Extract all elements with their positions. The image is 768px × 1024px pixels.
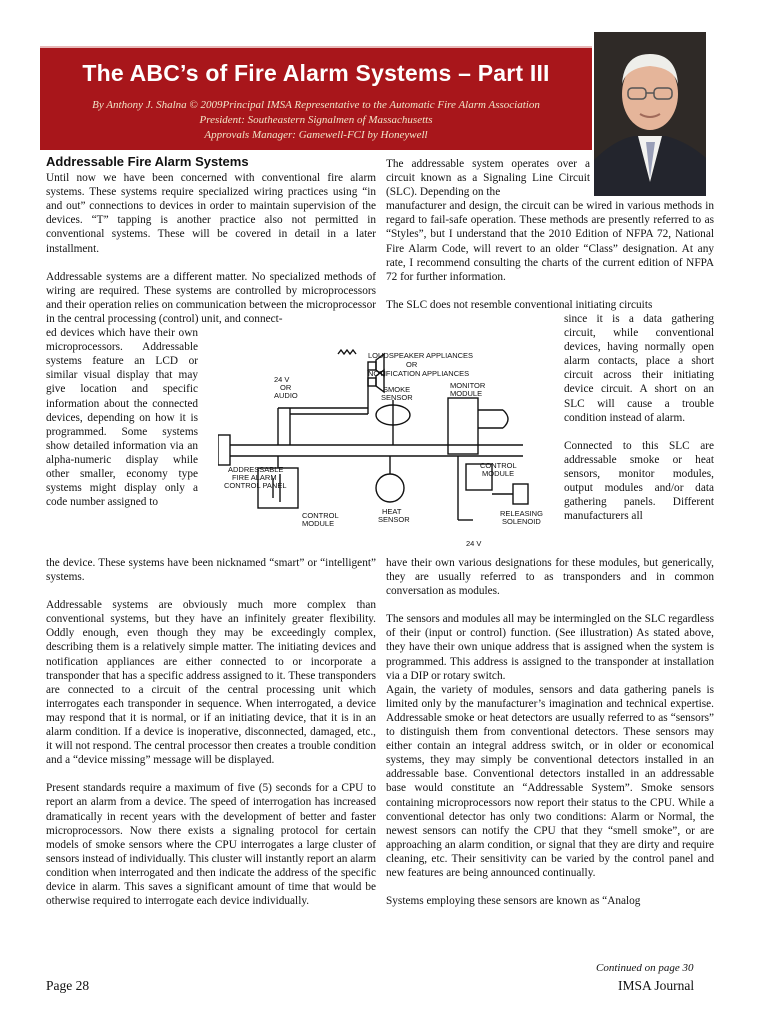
diagram-label-heat-sensor: SENSOR [378, 515, 410, 524]
diagram-label-monitor: MONITOR [450, 381, 486, 390]
byline [40, 98, 592, 143]
paragraph: Present standards require a maximum of five (5) seconds for a CPU to report an alarm from a device. The speed of interrogation has increased dramatically in recent years with the development of better and faster microprocessors. Now there exists a signaling protocol for certain models of smoke sensors where the CPU interrogates a large cluster of sensors instead of individually. This cluster will instantly report an alarm condition when interrogated and then indicate the address of the specific device in alarm. This saves a significant amount of time that would be otherwise required to interrogate each device individually. [46, 782, 376, 908]
diagram-label-smoke: SMOKE [383, 385, 411, 394]
addressable-system-diagram [218, 340, 556, 550]
paragraph: The SLC does not resemble conventional initiating circuits [386, 298, 653, 311]
right-column-lower [386, 556, 714, 908]
diagram-label-control-module: MODULE [482, 469, 515, 478]
paragraph: the device. These systems have been nicknamed “smart” or “intelligent” systems. [46, 557, 376, 584]
paragraph: have their own various designations for these modules, but generically, they are usually referred to as transponders and in common conversation as modules. [386, 557, 714, 598]
diagram-label-control-module: MODULE [302, 519, 335, 528]
diagram-label-control-module: CONTROL [480, 461, 517, 470]
left-column-lower [46, 556, 376, 908]
section-heading: Addressable Fire Alarm Systems [46, 154, 249, 169]
diagram-label-heat: HEAT [382, 507, 402, 516]
paragraph: Again, the variety of modules, sensors and data gathering panels is limited only by the manufacturer’s imagination and technical expertise. Addressable smoke or heat detectors are usually referred to as “sensors” to distinguish them from conventional detectors. These sensors may either contain an integral address switch, or in older or economical systems, they may simply be conventional detectors installed in an addressable base. Conventional detectors installed in an addressable base would constitute an “Addressable System”. Smoke sensors containing microprocessors now report their status to the CPU. While a conventional detector has only two conditions: Alarm or Normal, the newest sensors can notify the CPU that they “smell smoke”, or are approaching an alarm condition, or signal that they are dirty and require cleaning, etc. Their sensitivity can be varied by the control panel and new features are being announced continually. [386, 683, 714, 879]
paragraph: The sensors and modules all may be intermingled on the SLC regardless of their (input or control) function. (See illustration) As stated above, they have their own unique address that is assigned when the system is programmed. This address is assigned to the transponder at installation via a DIP or rotary switch. [386, 613, 714, 682]
diagram-label-24v: 24 V [274, 375, 290, 384]
diagram-label-notification: NOTIFICATION APPLIANCES [368, 369, 470, 378]
diagram-label-solenoid: SOLENOID [502, 517, 541, 526]
paragraph: manufacturer and design, the circuit can be wired in various methods in regard to fail-safe operation. These methods are presently referred to as “Styles”, but I understand that the 2010 Edition of NFPA 72, National Fire Alarm Code, will revert to an older “Class” designation. At any rate, I recommend consulting the charts of the current edition of NFPA 72 for further information. [386, 200, 714, 283]
diagram-label-or: OR [406, 360, 418, 369]
diagram-label-panel: ADDRESSABLE [228, 465, 284, 474]
page-number: Page 28 [46, 978, 90, 993]
paragraph: The addressable system operates over a circuit known as a Signaling Line Circuit (SLC). Depending on the [386, 158, 590, 199]
diagram-label-module: MODULE [450, 389, 483, 398]
diagram-label-panel: CONTROL PANEL [224, 481, 287, 490]
diagram-label-loudspeaker: LOUDSPEAKER APPLIANCES [368, 351, 474, 360]
paragraph: Addressable systems are obviously much more complex than conventional systems, but they have an infinitely greater flexibility. Oddly enough, even though they may be exceedingly complex, describing them is a relatively simple matter. The initiating devices and notification appliances are either connected to or incorporate a transponder that has a specific address assigned to it. These transponders are connected to a circuit of the central processing unit which interrogates each transponder in sequence. When interrogated, a device may respond that it is normal, or if an initiating device, that it is in an alarm condition. If a device is inoperative, disconnected, damaged, etc., it will not respond. The central processor then creates a trouble condition and a “device missing” message will be displayed. [46, 599, 376, 767]
diagram-label-or: OR [280, 383, 292, 392]
paragraph: Addressable systems are a different matter. No specialized methods of wiring are required. These systems are controlled by microprocessors and their operation relies on communication between the microprocessor in the central processing (control) unit, and connect- [46, 270, 376, 325]
diagram-label-releasing: RELEASING [500, 509, 543, 518]
paragraph: Until now we have been concerned with conventional fire alarm systems. These systems require specialized wiring practices using “in and out” connections to devices in order to maintain supervision of the devices. “T” tapping is another practice also not permitted in conventional systems. These will be covered in detail in a later installment. [46, 172, 376, 255]
paragraph: since it is a data gathering circuit, while conventional devices, having normally open alarm contacts, place a short circuit across their initiating device circuit. A short on an SLC will cause a trouble condition instead of alarm. [564, 312, 714, 424]
byline-author: By Anthony J. Shalna © 2009Principal IMSA Representative to the Automatic Fire Alarm Association [92, 99, 540, 111]
article-title: The ABC’s of Fire Alarm Systems – Part III [82, 60, 550, 86]
paragraph: Systems employing these sensors are known as “Analog [386, 895, 641, 908]
byline-president: President: Southeastern Signalmen of Massachusetts [199, 114, 433, 126]
diagram-label-24v: 24 V [466, 539, 482, 548]
diagram-label-panel: FIRE ALARM [232, 473, 277, 482]
diagram-label-control-module: CONTROL [302, 511, 339, 520]
diagram-label-sensor: SENSOR [381, 393, 413, 402]
diagram-label-audio: AUDIO [274, 391, 298, 400]
continued-note: Continued on page 30 [596, 962, 694, 974]
title-banner [40, 46, 592, 150]
paragraph: Connected to this SLC are addressable smoke or heat sensors, monitor modules, output modules and/or data gathering panels. Different manufacturers all [564, 439, 714, 523]
byline-approvals: Approvals Manager: Gamewell-FCI by Honeywell [204, 129, 428, 141]
paragraph: ed devices which have their own microprocessors. Addressable systems feature an LCD or similar visual display that may give location and specific information about the connected devices, depending on how it is programmed. Some systems show detailed information via an alpha-numeric display while other smaller, economy type systems might display only a code number assigned to [46, 327, 198, 509]
journal-name: IMSA Journal [618, 978, 695, 993]
